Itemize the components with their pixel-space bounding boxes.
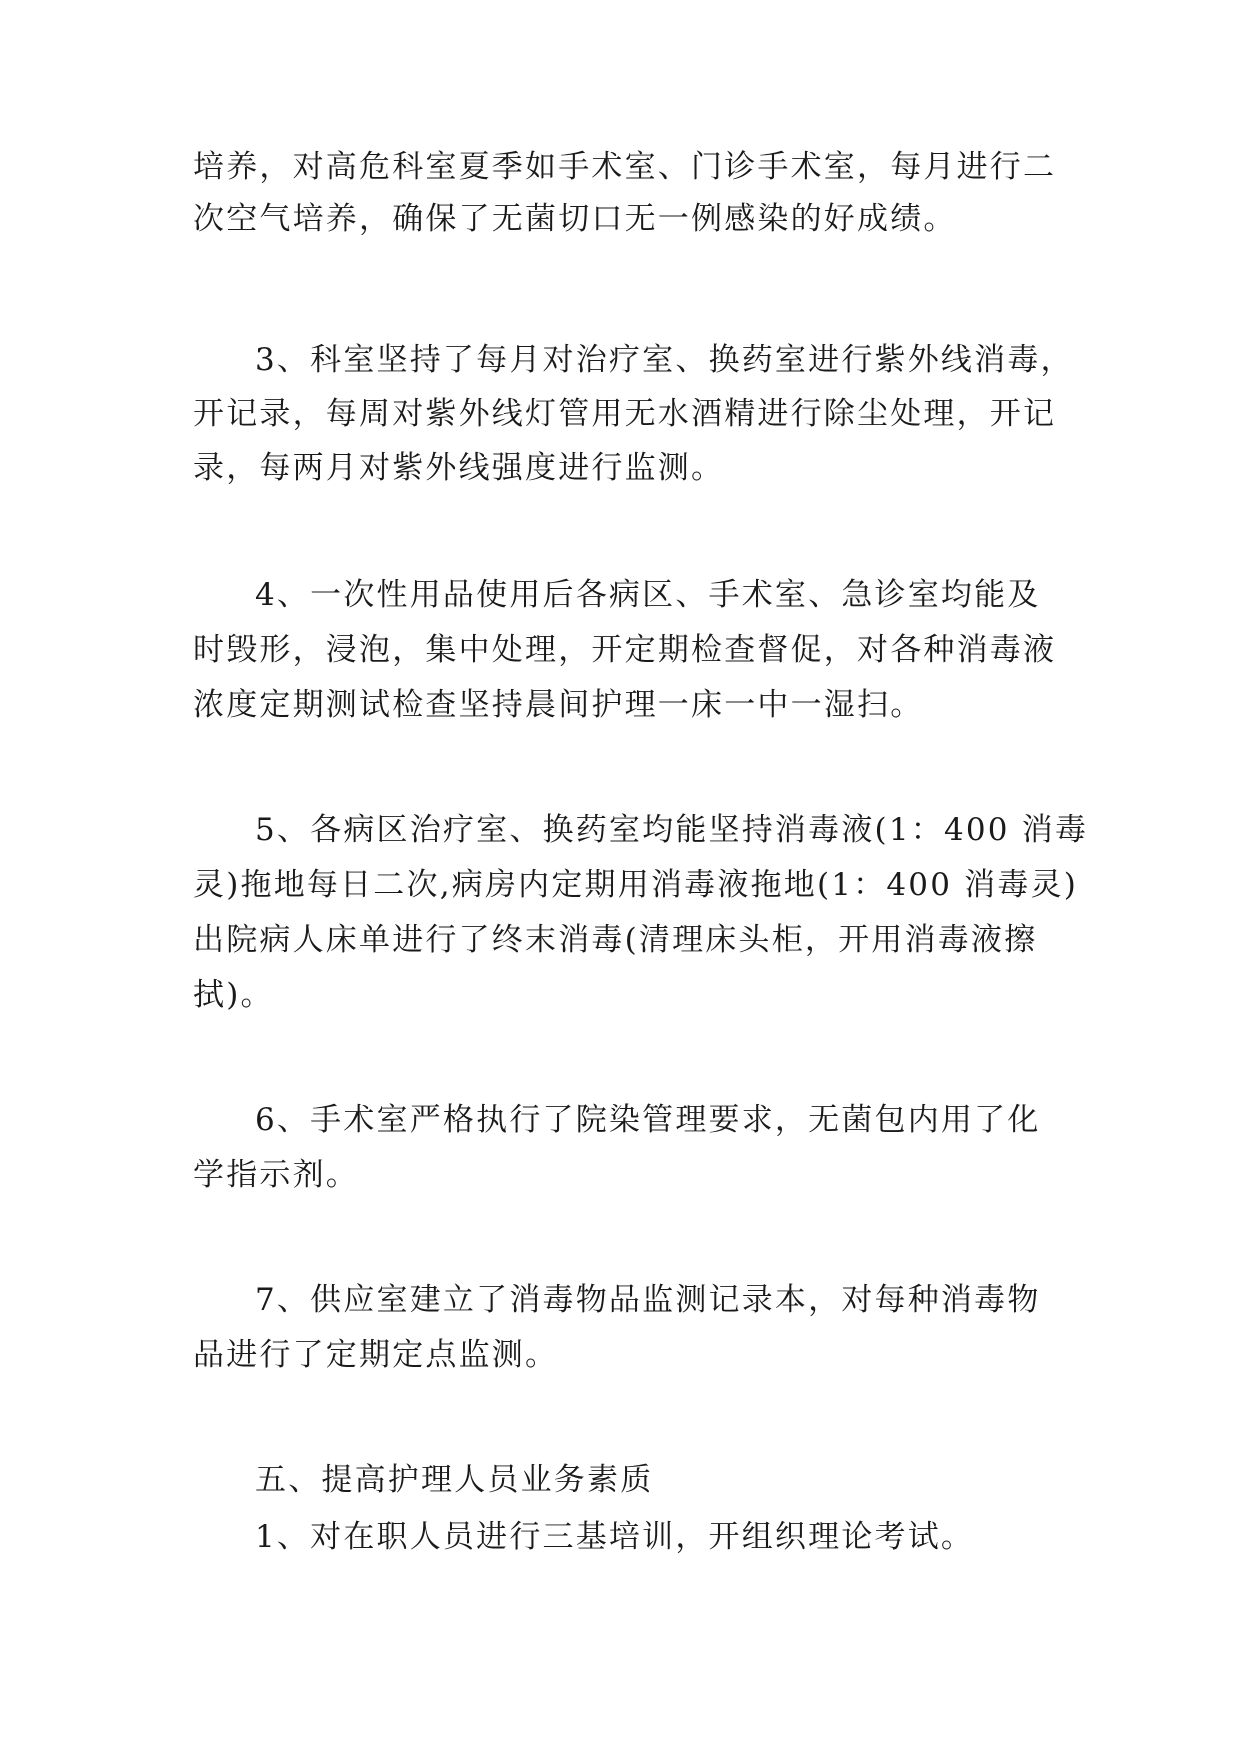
paragraph-line: 灵)拖地每日二次,病房内定期用消毒液拖地(1：400 消毒灵) [193,867,1079,903]
paragraph-line: 出院病人床单进行了终末消毒(清理床头柜，开用消毒液擦 [193,922,1038,958]
paragraph-line: 拭)。 [193,977,274,1013]
paragraph-line: 培养，对高危科室夏季如手术室、门诊手术室，每月进行二 [193,149,1057,185]
section-heading: 五、提高护理人员业务素质 [255,1462,654,1498]
paragraph-line: 5、各病区治疗室、换药室均能坚持消毒液(1：400 消毒 [255,812,1089,848]
paragraph-line: 3、科室坚持了每月对治疗室、换药室进行紫外线消毒， [255,342,1074,378]
paragraph-line: 7、供应室建立了消毒物品监测记录本，对每种消毒物 [255,1282,1041,1318]
paragraph-line: 4、一次性用品使用后各病区、手术室、急诊室均能及 [255,577,1041,613]
paragraph-line: 录，每两月对紫外线强度进行监测。 [193,450,725,486]
paragraph-line: 时毁形，浸泡，集中处理，开定期检查督促，对各种消毒液 [193,632,1057,668]
paragraph-line: 学指示剂。 [193,1157,359,1193]
paragraph-line: 1、对在职人员进行三基培训，开组织理论考试。 [255,1519,975,1555]
paragraph-line: 品进行了定期定点监测。 [193,1337,559,1373]
paragraph-line: 6、手术室严格执行了院染管理要求，无菌包内用了化 [255,1102,1041,1138]
paragraph-line: 浓度定期测试检查坚持晨间护理一床一中一湿扫。 [193,687,924,723]
paragraph-line: 开记录，每周对紫外线灯管用无水酒精进行除尘处理，开记 [193,396,1057,432]
paragraph-line: 次空气培养，确保了无菌切口无一例感染的好成绩。 [193,201,957,237]
